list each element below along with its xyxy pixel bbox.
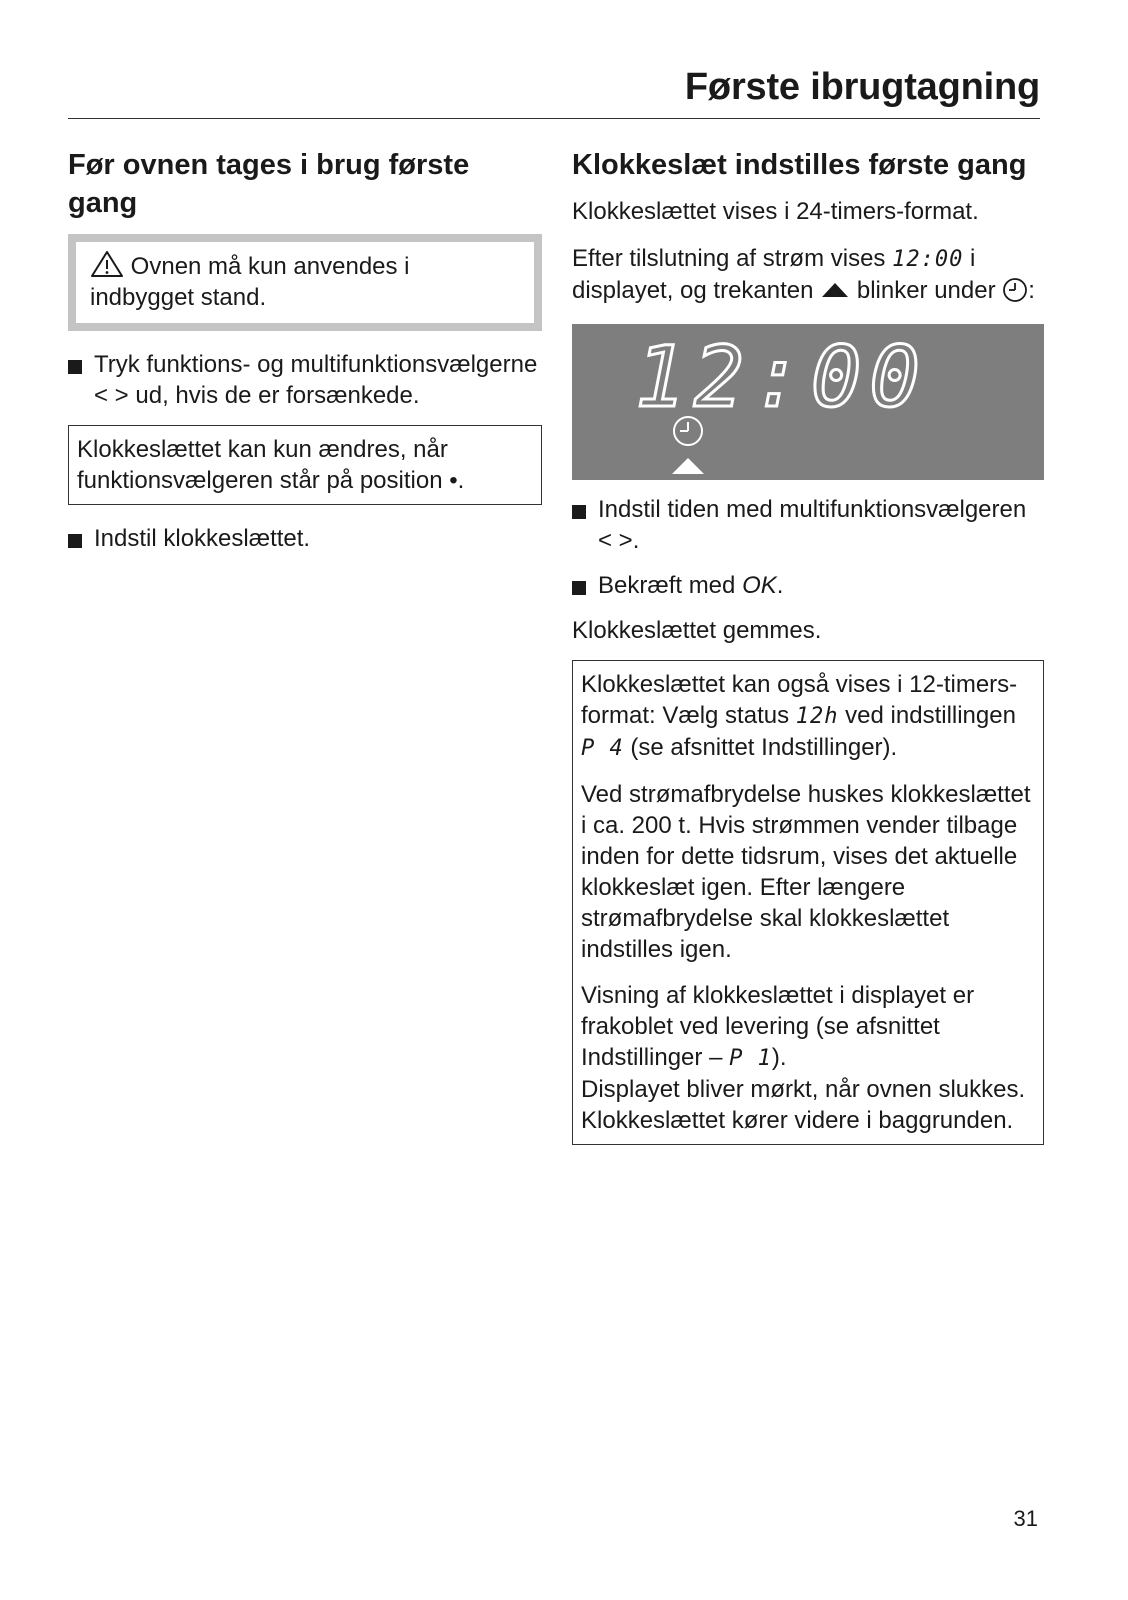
right-heading: Klokkeslæt indstilles første gang: [572, 149, 1027, 181]
page-number: 31: [1013, 1506, 1038, 1531]
bullet-text: Indstil tiden med multifunktionsvælgeren < >.: [598, 496, 1027, 554]
bullet-text: Tryk funktions- og multifunktionsvælgerne < > ud, hvis de er forsænkede.: [94, 351, 538, 409]
bullet-square-icon: [68, 534, 82, 548]
saved-paragraph: Klokkeslættet gemmes.: [572, 617, 822, 644]
text: blinker under: [856, 277, 996, 304]
warning-text: Ovnen må kun anvendes i indbygget stand.: [90, 253, 410, 311]
text: Klokkeslættet kan også vises i 12-timers-format: Vælg status: [581, 671, 1018, 729]
note-paragraph: [581, 669, 1035, 764]
bullet-square-icon: [572, 581, 586, 595]
note-text: Klokkeslættet kan kun ændres, når funktionsvælgeren står på position •.: [77, 436, 465, 494]
segment-code: 12h: [795, 704, 839, 729]
text: ).: [771, 1044, 787, 1071]
text: :: [1028, 277, 1035, 304]
list-item: [572, 570, 1044, 601]
segment-code: P 1: [729, 1046, 772, 1071]
text: (se afsnittet Indstillinger).: [630, 734, 898, 761]
text: ved indstillingen: [845, 702, 1016, 729]
text: i displayet, og trekanten: [572, 245, 976, 304]
note-box: [572, 660, 1044, 1145]
text: .: [776, 572, 784, 599]
triangle-indicator-icon: [672, 458, 704, 474]
list-item: [572, 494, 1044, 556]
power-on-paragraph: [572, 243, 1044, 306]
display-time: 12:00: [635, 328, 928, 426]
bullet-text: Indstil klokkeslættet.: [94, 525, 311, 552]
text: Visning af klokkeslættet i displayet er frakoblet ved levering (se afsnittet Indstillinger –: [581, 982, 975, 1071]
segment-code: 12:00: [892, 247, 964, 272]
oven-display: [572, 324, 1044, 480]
note-paragraph: [581, 980, 1035, 1136]
bullet-text: Bekræft med: [598, 572, 736, 599]
list-item: [68, 523, 542, 554]
note-paragraph: Ved strømafbrydelse huskes klokkeslættet i ca. 200 t. Hvis strømmen vender tilbage inden for dette tidsrum, vises det aktuelle klokkeslæt igen. Efter længere strømafbrydelse skal klokkeslættet indstilles igen.: [581, 781, 1031, 963]
note-box: [68, 425, 542, 505]
segment-code: P 4: [581, 736, 624, 761]
text: Displayet bliver mørkt, når ovnen slukkes. Klokkeslættet kører videre i baggrunden.: [581, 1076, 1026, 1134]
intro-paragraph: Klokkeslættet vises i 24-timers-format.: [572, 198, 979, 225]
warning-box: [68, 234, 542, 331]
bullet-square-icon: [572, 505, 586, 519]
text: Efter tilslutning af strøm vises: [572, 245, 886, 272]
display-graphic: [572, 324, 1044, 480]
right-column: [572, 146, 1044, 1145]
ok-label: OK: [742, 572, 777, 599]
list-item: [68, 349, 542, 411]
page-title: Første ibrugtagning: [684, 66, 1040, 108]
bullet-square-icon: [68, 360, 82, 374]
warning-icon: [90, 250, 124, 278]
header-rule: [68, 118, 1040, 119]
left-column: [68, 146, 542, 554]
triangle-up-icon: [820, 281, 850, 299]
clock-icon: [1002, 277, 1028, 303]
left-heading: Før ovnen tages i brug første gang: [68, 149, 470, 219]
